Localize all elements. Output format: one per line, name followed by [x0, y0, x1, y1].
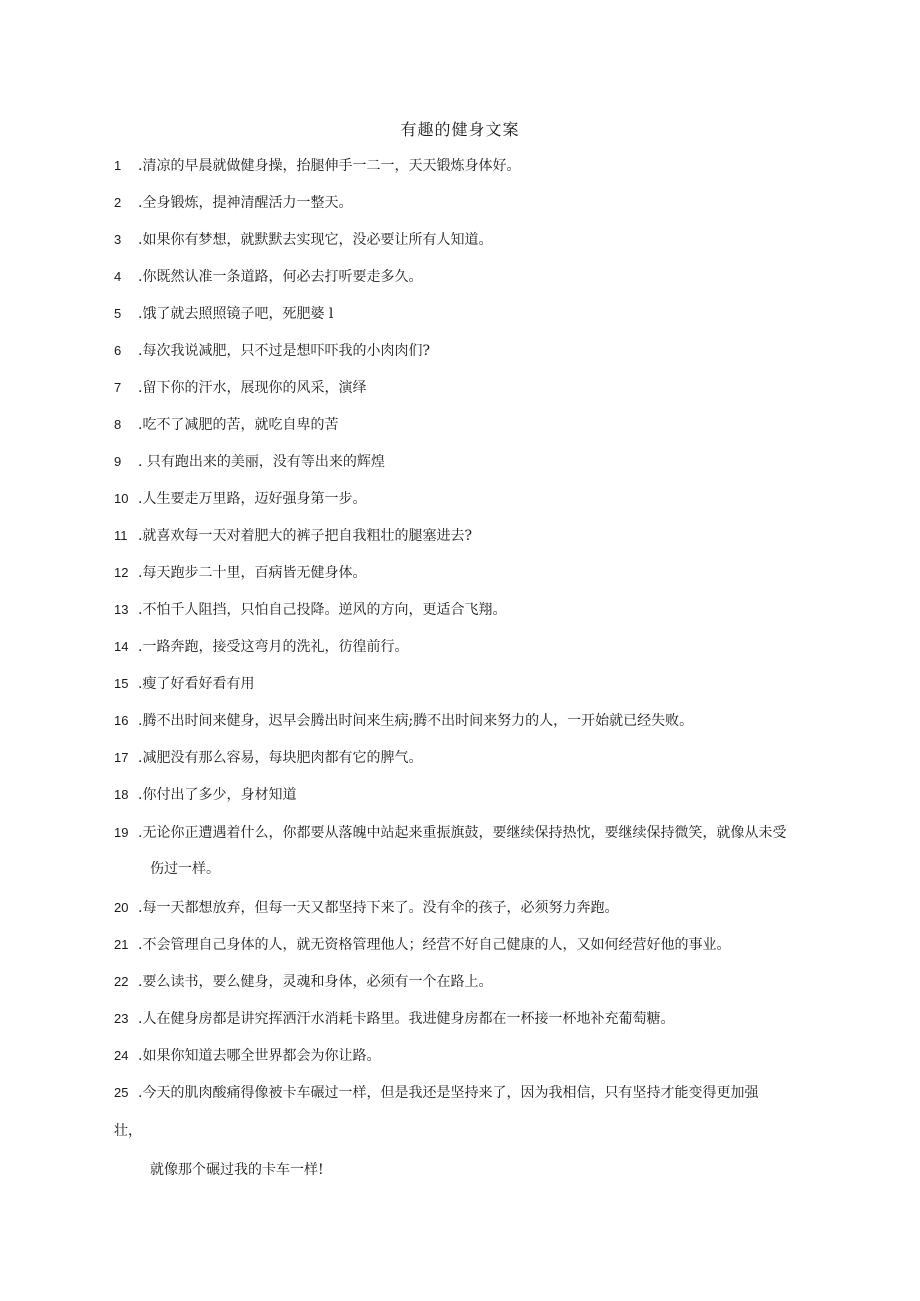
item-continuation: 伤过一样。 — [150, 861, 220, 877]
item-number: 21 — [114, 937, 129, 952]
item-text: .留下你的汗水，展现你的风采，演绎 — [138, 380, 367, 396]
item-text: .人在健身房都是讲究挥洒汗水消耗卡路里。我进健身房都在一杯接一杯地补充葡萄糖。 — [138, 1011, 675, 1027]
item-text: .吃不了减肥的苦，就吃自卑的苦 — [138, 417, 339, 433]
item-number: 12 — [114, 565, 129, 580]
item-text: .今天的肌肉酸痛得像被卡车碾过一样，但是我还是坚持来了，因为我相信，只有坚持才能变得更加强 — [138, 1085, 759, 1101]
item-text: .就喜欢每一天对着肥大的裤子把自我粗壮的腿塞进去? — [138, 528, 472, 544]
item-text: .不怕千人阻挡，只怕自己投降。逆风的方向，更适合飞翔。 — [138, 602, 507, 618]
item-number: 25 — [114, 1085, 129, 1100]
list-item — [114, 898, 618, 918]
item-text: .减肥没有那么容易，每块肥肉都有它的脾气。 — [138, 750, 423, 766]
item-text: .一路奔跑，接受这弯月的洗礼，彷徨前行。 — [138, 639, 409, 655]
item-number: 13 — [114, 602, 129, 617]
item-number: 23 — [114, 1011, 129, 1026]
item-text: .瘦了好看好看有用 — [138, 676, 255, 692]
list-item — [114, 1046, 380, 1066]
item-text: .每一天都想放弃，但每一天又都坚持下来了。没有伞的孩子，必须努力奔跑。 — [138, 900, 619, 916]
list-item — [114, 935, 730, 955]
list-item — [114, 674, 254, 694]
item-continuation: 壮， — [114, 1123, 142, 1139]
item-text: . 只有跑出来的美丽，没有等出来的辉煌 — [138, 454, 385, 470]
item-number: 2 — [114, 195, 122, 210]
list-item — [114, 563, 366, 583]
item-text: .腾不出时间来健身，迟早会腾出时间来生病;腾不出时间来努力的人，一开始就已经失败。 — [138, 713, 694, 729]
item-text: .你付出了多少，身材知道 — [138, 787, 297, 803]
item-text: .全身锻炼，提神清醒活力一整天。 — [138, 195, 353, 211]
item-number: 20 — [114, 900, 129, 915]
item-number: 18 — [114, 787, 129, 802]
list-item — [114, 230, 492, 250]
list-item — [114, 452, 385, 472]
list-item — [114, 785, 296, 805]
list-item — [114, 972, 492, 992]
item-text: .你既然认准一条道路，何必去打听要走多久。 — [138, 269, 423, 285]
list-item — [114, 1009, 674, 1029]
list-item — [114, 415, 338, 435]
document-title: 有趣的健身文案 — [400, 120, 520, 139]
item-number: 16 — [114, 713, 129, 728]
item-number: 19 — [114, 825, 129, 840]
item-number: 14 — [114, 639, 129, 654]
item-number: 8 — [114, 417, 122, 432]
list-item — [114, 1083, 758, 1103]
item-number: 22 — [114, 974, 129, 989]
list-item — [114, 637, 408, 657]
item-text: .如果你有梦想，就默默去实现它，没必要让所有人知道。 — [138, 232, 493, 248]
item-text: .要么读书，要么健身，灵魂和身体，必须有一个在路上。 — [138, 974, 493, 990]
item-number: 5 — [114, 306, 122, 321]
list-item — [114, 341, 430, 361]
item-text: .人生要走万里路，迈好强身第一步。 — [138, 491, 367, 507]
list-item — [114, 267, 422, 287]
item-text: .每次我说减肥，只不过是想吓吓我的小肉肉们? — [138, 343, 430, 359]
item-number: 9 — [114, 454, 122, 469]
item-number: 24 — [114, 1048, 129, 1063]
item-number: 1 — [114, 158, 122, 173]
item-number: 4 — [114, 269, 122, 284]
list-item — [114, 600, 506, 620]
list-item — [114, 711, 693, 731]
item-number: 15 — [114, 676, 129, 691]
list-item — [114, 378, 366, 398]
item-text: .如果你知道去哪全世界都会为你让路。 — [138, 1048, 381, 1064]
item-continuation: 就像那个碾过我的卡车一样! — [150, 1162, 324, 1178]
item-number: 3 — [114, 232, 122, 247]
list-item — [114, 156, 520, 176]
item-text: .无论你正遭遇着什么，你都要从落魄中站起来重振旗鼓，要继续保持热忱，要继续保持微笑，就像从未受 — [138, 825, 787, 841]
list-item — [114, 823, 786, 843]
item-text: .饿了就去照照镜子吧，死肥婆 l — [138, 306, 334, 322]
item-text: .每天跑步二十里，百病皆无健身体。 — [138, 565, 367, 581]
item-number: 10 — [114, 491, 129, 506]
item-number: 11 — [114, 528, 128, 543]
list-item — [114, 526, 472, 546]
list-item — [114, 193, 352, 213]
item-number: 17 — [114, 750, 129, 765]
list-item — [114, 748, 422, 768]
item-text: .清凉的早晨就做健身操，抬腿伸手一二一，天天锻炼身体好。 — [138, 158, 521, 174]
list-item — [114, 489, 366, 509]
item-number: 7 — [114, 380, 122, 395]
list-item — [114, 304, 333, 324]
item-number: 6 — [114, 343, 122, 358]
item-text: .不会管理自己身体的人，就无资格管理他人；经营不好自己健康的人，又如何经营好他的事业。 — [138, 937, 731, 953]
